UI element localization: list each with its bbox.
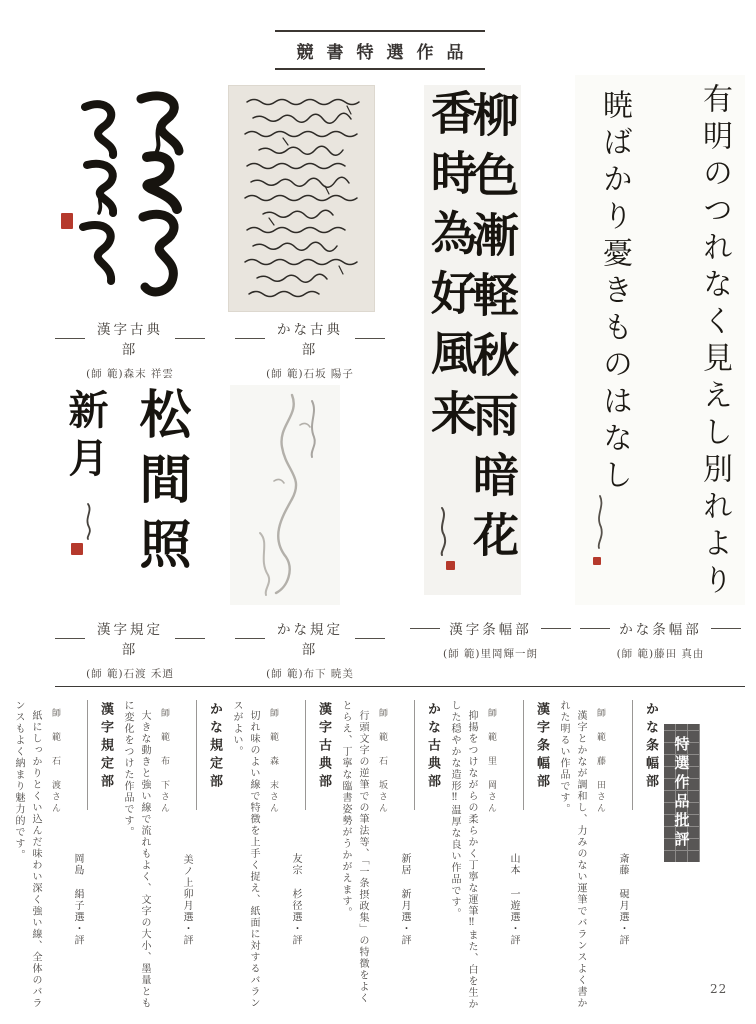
page-title: 競書特選作品 — [275, 30, 485, 70]
critique-body: 切れ味のよい線で特徴を上手く捉え、紙面に対するバランスがよい。 — [231, 700, 259, 1009]
artwork-kanji-johaku — [424, 85, 521, 595]
critique-section-heading: 漢字規定部 — [87, 700, 119, 810]
signature-strokes — [79, 501, 97, 541]
work-label — [408, 618, 573, 661]
label-rule — [355, 338, 385, 339]
critique-selector: 山本 一遊選・評 — [508, 853, 519, 946]
critique-section-heading: 漢字条幅部 — [523, 700, 555, 810]
work-label — [235, 318, 385, 381]
critique-artist: 師 範 里 岡さん — [486, 708, 496, 815]
seal-stamp — [593, 557, 601, 565]
critique-section-title: 特選作品批評 — [664, 724, 700, 862]
critique-entry — [555, 700, 664, 1012]
artist-name: (師 範)森末 祥雲 — [86, 368, 174, 380]
section-divider — [55, 686, 745, 687]
artwork-text-column: 柳色漸軽秋雨暗花 — [466, 91, 520, 571]
critique-selector: 岡島 絹子選・評 — [72, 853, 83, 946]
artwork-text-column: 暁ばかり憂きものはなし — [597, 89, 632, 496]
artist-name: (師 範)藤田 真由 — [616, 648, 705, 660]
critique-body: 抑揚をつけながらの柔らかく丁寧な運筆‼また、白を生かした穏やかな造形‼温厚な良い作品です。 — [449, 700, 477, 1010]
work-section-label — [55, 618, 205, 658]
artwork-kana-kitei — [230, 385, 340, 605]
critique-artist: 師 範 布 下さん — [159, 708, 169, 815]
critique-selector: 新居 新月選・評 — [399, 853, 410, 946]
signature-strokes — [589, 493, 609, 551]
artwork-text-column: 新月 — [62, 389, 109, 485]
page-number: 22 — [710, 982, 728, 996]
critique-selector: 友宗 杉径選・評 — [290, 853, 301, 946]
work-section-label — [235, 618, 385, 658]
label-rule — [410, 628, 440, 629]
work-label — [235, 618, 385, 681]
artwork-kanji-koten — [55, 85, 200, 305]
artist-name: (師 範)石坂 陽子 — [266, 368, 354, 380]
artwork-text-column: 松間照 — [130, 387, 191, 582]
label-rule — [55, 338, 85, 339]
label-rule — [711, 628, 741, 629]
work-section-label — [408, 618, 573, 638]
calligraphy-strokes — [55, 85, 200, 305]
signature-strokes — [432, 505, 452, 557]
section-name: かな規定部 — [277, 622, 343, 658]
work-section-label — [55, 318, 205, 358]
critique-entry — [337, 700, 446, 1012]
critique-section-heading: かな条幅部 — [632, 700, 664, 810]
work-label — [55, 318, 205, 381]
calligraphy-strokes — [230, 385, 340, 605]
artwork-kanji-kitei — [55, 385, 200, 600]
artwork-text-column: 香時為好風来 — [424, 89, 478, 449]
work-label — [578, 618, 743, 661]
critique-entry — [446, 700, 555, 1012]
critique-artist: 師 範 藤 田さん — [595, 708, 605, 815]
critique-body: 大きな動きと強い線で流れもよく、文字の大小、墨量ともに変化をつけた作品です。 — [122, 700, 150, 1009]
label-rule — [55, 638, 85, 639]
critique-body: 行頭文字の逆筆での筆法等、「一条摂政集」の特徴をよくとらえ、丁寧な臨書姿勢がうかがえます。 — [340, 700, 368, 1004]
artist-name: (師 範)石渡 禾逎 — [86, 668, 174, 680]
work-section-label — [235, 318, 385, 358]
critique-section — [13, 700, 700, 1015]
label-rule — [235, 338, 265, 339]
calligraphy-strokes — [229, 86, 374, 311]
critique-artist: 師 範 石 坂さん — [377, 708, 387, 815]
artwork-kana-johaku — [575, 75, 745, 605]
critique-section-heading: かな古典部 — [414, 700, 446, 810]
critique-entry — [10, 700, 119, 1012]
critique-selector: 斎藤 硯月選・評 — [617, 853, 628, 946]
label-rule — [175, 338, 205, 339]
work-section-label — [578, 618, 743, 638]
section-name: かな古典部 — [277, 322, 343, 358]
critique-entry — [228, 700, 337, 1012]
critique-body: 紙にしっかりとくい込んだ味わい深く強い線、全体のバランスもよく納まり魅力的です。 — [13, 700, 41, 1009]
section-name: 漢字条幅部 — [449, 622, 532, 638]
artwork-text-column: 有明のつれなく見えし別れより — [697, 83, 732, 601]
artwork-kana-koten — [228, 85, 375, 312]
seal-stamp — [61, 213, 73, 229]
section-name: かな条幅部 — [619, 622, 702, 638]
label-rule — [235, 638, 265, 639]
critique-selector: 美ノ上卯月選・評 — [181, 854, 192, 946]
section-name: 漢字規定部 — [97, 622, 163, 658]
label-rule — [175, 638, 205, 639]
artist-name: (師 範)里岡輝一朗 — [442, 648, 539, 660]
work-label — [55, 618, 205, 681]
critique-section-heading: 漢字古典部 — [305, 700, 337, 810]
critique-section-heading: かな規定部 — [196, 700, 228, 810]
seal-stamp — [446, 561, 455, 570]
critique-body: 漢字とかなが調和し、力みのない運筆でバランスよく書かれた明るい作品です。 — [558, 700, 586, 1009]
artist-name: (師 範)布下 暁美 — [266, 668, 354, 680]
label-rule — [541, 628, 571, 629]
critique-entry — [119, 700, 228, 1012]
seal-stamp — [71, 543, 83, 555]
critique-artist: 師 範 石 渡さん — [50, 708, 60, 815]
label-rule — [580, 628, 610, 629]
section-name: 漢字古典部 — [97, 322, 163, 358]
critique-artist: 師 範 森 末さん — [268, 708, 278, 815]
label-rule — [355, 638, 385, 639]
